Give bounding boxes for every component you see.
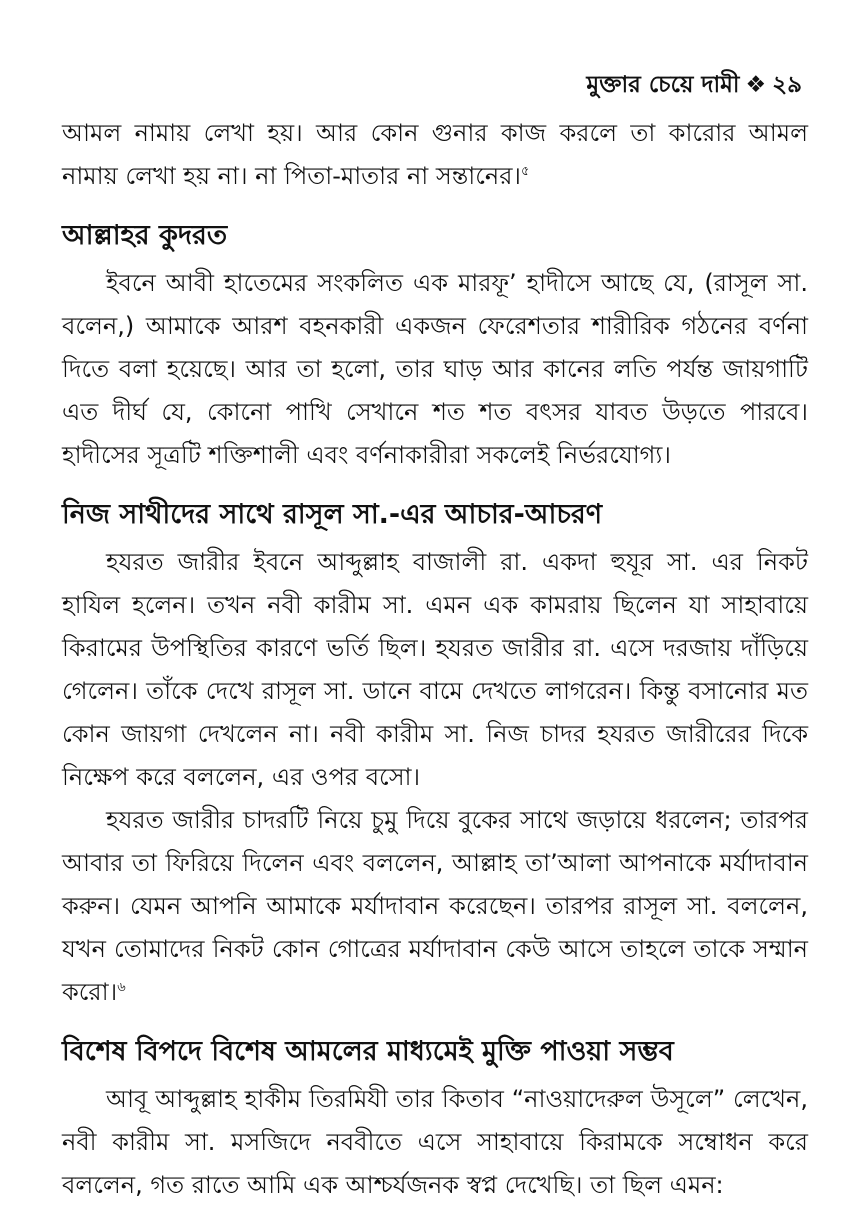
paragraph-hadith-angel: ইবনে আবী হাতেমের সংকলিত এক মারফূ’ হাদীসে আছে যে, (রাসূল সা. বলেন,) আমাকে আরশ বহনকারী একজন ফেরেশতার শারীরিক গঠনের বর্ণনা দিতে বলা হয়েছে। আর তা হলো, তার ঘাড় আর কানের লতি পর্যন্ত জায়গাটি এত দীর্ঘ যে, কোনো পাখি সেখানে শত শত বৎসর যাবত উড়তে পারবে। হাদীসের সূত্রটি শক্তিশালী এবং বর্ণনাকারীরা সকলেই নির্ভরযোগ্য। [62,269,808,469]
paragraph-jarir-visit: হযরত জারীর ইবনে আব্দুল্লাহ বাজালী রা. একদা হুযূর সা. এর নিকট হাযিল হলেন। তখন নবী কারীম সা. এমন এক কামরায় ছিলেন যা সাহাবায়ে কিরামের উপস্থিতির কারণে ভর্তি ছিল। হযরত জারীর রা. এসে দরজায় দাঁড়িয়ে গেলেন। তাঁকে দেখে রাসূল সা. ডানে বামে দেখতে লাগরেন। কিন্তু বসানোর মত কোন জায়গা দেখলেন না। নবী কারীম সা. নিজ চাদর হযরত জারীরের দিকে নিক্ষেপ করে বললেন, এর ওপর বসো। [62,548,808,791]
book-title: মুক্তার চেয়ে দামী [586,72,740,98]
paragraph-text: হযরত জারীর চাদরটি নিয়ে চুমু দিয়ে বুকের সাথে জড়ায়ে ধরলেন; তারপর আবার তা ফিরিয়ে দিলেন এবং বললেন, আল্লাহ তা’আলা আপনাকে মর্যাদাবান করুন। যেমন আপনি আমাকে মর্যাদাবান করেছেন। তারপর রাসূল সা. বললেন, যখন তোমাদের নিকট কোন গোত্রের মর্যাদাবান কেউ আসে তাহলে তাকে সম্মান করো। [62,806,808,1006]
paragraph-continued [62,112,808,198]
page-number: ২৯ [772,72,802,98]
paragraph-jarir-cloak [62,799,808,1014]
paragraph-text: আমল নামায় লেখা হয়। আর কোন গুনার কাজ করলে তা কারোর আমল নামায় লেখা হয় না। না পিতা-মাতার না সন্তানের। [62,119,808,190]
footnote-marker: ৬ [117,980,126,995]
paragraph-tirmidhi-dream: আবূ আব্দুল্লাহ হাকীম তিরমিযী তার কিতাব “নাওয়াদেরুল উসূলে” লেখেন, নবী কারীম সা. মসজিদে নববীতে এসে সাহাবায়ে কিরামকে সম্বোধন করে বললেন, গত রাতে আমি এক আশ্চর্যজনক স্বপ্ন দেখেছি। তা ছিল এমন: [62,1085,808,1199]
section-heading-allahs-power: আল্লাহর কুদরত [62,220,228,251]
separator-ornament: ❖ [745,72,767,98]
section-heading-special-deeds: বিশেষ বিপদে বিশেষ আমলের মাধ্যমেই মুক্তি পাওয়া সম্ভব [62,1036,674,1067]
running-header [62,68,808,102]
section-heading-prophet-conduct: নিজ সাথীদের সাথে রাসূল সা.-এর আচার-আচরণ [62,499,603,530]
footnote-marker: ৫ [521,164,530,179]
